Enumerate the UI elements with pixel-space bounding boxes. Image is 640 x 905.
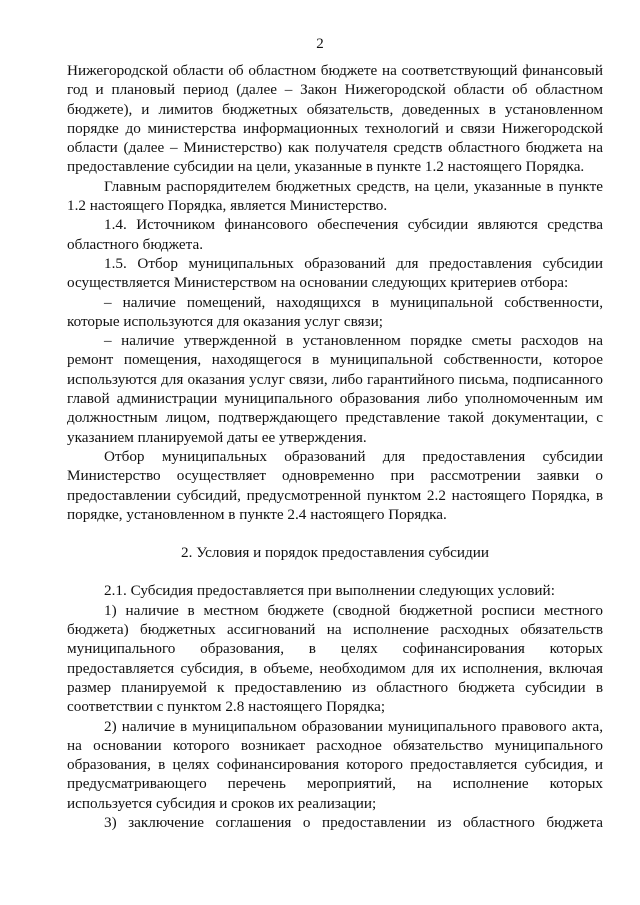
text-line: 1.2 настоящего Порядка, является Министерство. xyxy=(67,197,388,215)
text-line: предусматривающего перечень мероприятий, на исполнение которых xyxy=(67,775,603,793)
spacer xyxy=(67,524,603,543)
text-line: используются для оказания услуг связи, либо гарантийного письма, подписанного xyxy=(67,370,603,388)
text-line: Нижегородской области об областном бюджете на соответствующий финансовый xyxy=(67,62,603,79)
text-line: областного бюджета. xyxy=(67,235,204,253)
spacer xyxy=(67,562,603,581)
paragraph xyxy=(67,813,603,832)
paragraph xyxy=(67,215,603,254)
text-line: Министерство осуществляет одновременно при рассмотрении заявки о xyxy=(67,467,603,485)
text-line: 1) наличие в местном бюджете (сводной бюджетной росписи местного xyxy=(104,601,603,619)
document-body xyxy=(67,61,603,832)
text-line: год и плановый период (далее – Закон Нижегородской области об областном xyxy=(67,81,603,99)
text-line: 2) наличие в муниципальном образовании муниципального правового акта, xyxy=(104,717,603,735)
text-line: ремонт помещения, находящегося в муниципальной собственности, которое xyxy=(67,351,603,369)
text-line: предоставляется субсидия, в объеме, необходимом для их исполнения, включая xyxy=(67,659,603,677)
text-line: Главным распорядителем бюджетных средств, на цели, указанные в пункте xyxy=(104,177,603,195)
paragraph xyxy=(67,717,603,813)
text-line: соответствии с пунктом 2.8 настоящего Порядка; xyxy=(67,698,386,716)
text-line: бюджете), и лимитов бюджетных обязательств, доведенных в установленном xyxy=(67,100,603,118)
text-line: используется субсидия и сроков их реализации; xyxy=(67,794,377,812)
paragraph xyxy=(67,177,603,216)
text-line: 1.5. Отбор муниципальных образований для предоставления субсидии xyxy=(104,254,603,272)
page-number: 2 xyxy=(316,36,324,52)
paragraph xyxy=(67,581,603,600)
text-line: порядке до министерства информационных технологий и связи Нижегородской xyxy=(67,119,603,137)
section-heading: 2. Условия и порядок предоставления субсидии xyxy=(181,544,489,562)
text-line: на основании которого возникает расходное обязательство муниципального xyxy=(67,736,603,754)
paragraph xyxy=(67,601,603,717)
text-line: области (далее – Министерство) как получателя средств областного бюджета на xyxy=(67,139,603,157)
text-line: муниципального образования, в целях софинансирования которых xyxy=(67,640,603,658)
text-line: Отбор муниципальных образований для предоставления субсидии xyxy=(104,447,603,465)
text-line: указанием планируемой даты ее утверждения. xyxy=(67,428,367,446)
text-line: порядке, установленном в пункте 2.4 настоящего Порядка. xyxy=(67,505,447,523)
text-line: размер планируемой к предоставлению из областного бюджета субсидии в xyxy=(67,678,603,696)
text-line: 3) заключение соглашения о предоставлении из областного бюджета xyxy=(104,813,603,831)
text-line: образования, в целях софинансирования которого предоставляется субсидия, и xyxy=(67,756,603,774)
paragraph xyxy=(67,61,603,177)
paragraph xyxy=(67,331,603,447)
paragraph xyxy=(67,254,603,293)
text-line: осуществляется Министерством на основании следующих критериев отбора: xyxy=(67,274,569,292)
text-line: главой администрации муниципального образования либо уполномоченным им xyxy=(67,390,603,408)
paragraph xyxy=(67,293,603,332)
text-line: – наличие утвержденной в установленном порядке сметы расходов на xyxy=(104,332,603,350)
paragraph xyxy=(67,447,603,524)
text-line: должностным лицом, подтверждающего представление такой документации, с xyxy=(67,409,603,427)
text-line: – наличие помещений, находящихся в муниципальной собственности, xyxy=(104,293,603,311)
text-line: которые используются для оказания услуг связи; xyxy=(67,312,383,330)
text-line: бюджета) бюджетных ассигнований на исполнение расходных обязательств xyxy=(67,621,603,639)
text-line: 1.4. Источником финансового обеспечения субсидии являются средства xyxy=(104,216,603,234)
text-line: 2.1. Субсидия предоставляется при выполнении следующих условий: xyxy=(104,582,555,600)
text-line: предоставлении субсидий, предусмотренной пунктом 2.2 настоящего Порядка, в xyxy=(67,486,603,504)
text-line: предоставление субсидии на цели, указанные в пункте 1.2 настоящего Порядка. xyxy=(67,158,585,176)
